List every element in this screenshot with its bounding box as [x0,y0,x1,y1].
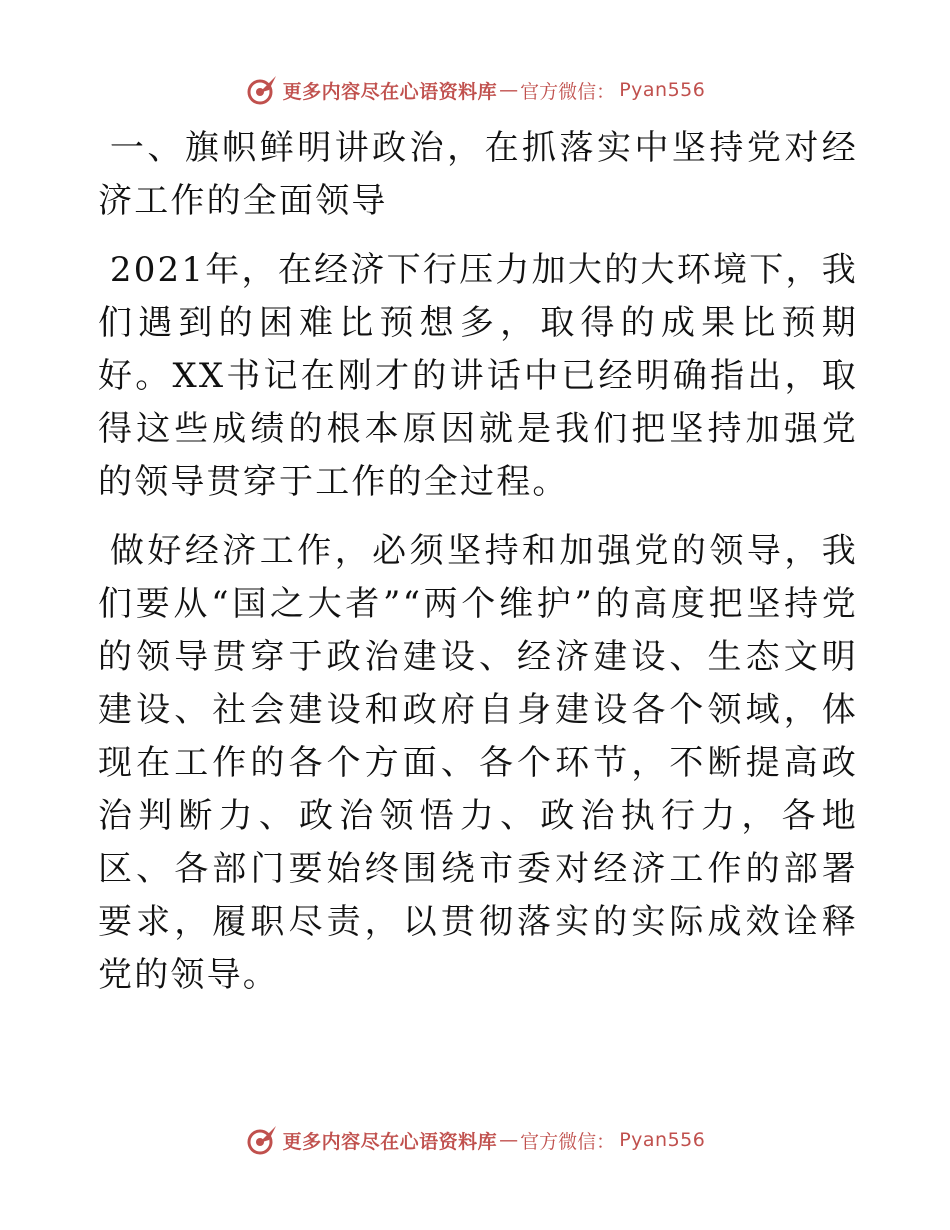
watermark-account-id: Pyan556 [619,1129,706,1151]
quill-logo-icon [245,1123,279,1157]
header-watermark [0,70,950,110]
quill-logo-icon [245,73,279,107]
watermark-main-text: 更多内容尽在心语资料库 [282,1130,498,1153]
watermark-main-text: 更多内容尽在心语资料库 [282,80,498,103]
footer-watermark [0,1120,950,1160]
watermark-separator: — [499,1129,519,1151]
watermark-separator: — [499,79,519,101]
watermark-suffix-text: 官方微信： [520,1130,616,1153]
watermark-account-id: Pyan556 [619,79,706,101]
document-body [98,122,858,1018]
paragraph-2: 做好经济工作，必须坚持和加强党的领导，我们要从“国之大者”“两个维护”的高度把坚持党的领导贯穿于政治建设、经济建设、生态文明建设、社会建设和政府自身建设各个领域，体现在工作的各个方面、各个环节，不断提高政治判断力、政治领悟力、政治执行力，各地区、各部门要始终围绕市委对经济工作的部署要求，履职尽责，以贯彻落实的实际成效诠释党的领导。 [98,531,858,995]
section-heading: 一、旗帜鲜明讲政治，在抓落实中坚持党对经济工作的全面领导 [98,128,858,221]
paragraph-1: 2021年，在经济下行压力加大的大环境下，我们遇到的困难比预想多，取得的成果比预期好。XX书记在刚才的讲话中已经明确指出，取得这些成绩的根本原因就是我们把坚持加强党的领导贯穿于工作的全过程。 [98,250,858,502]
watermark-suffix-text: 官方微信： [520,80,616,103]
